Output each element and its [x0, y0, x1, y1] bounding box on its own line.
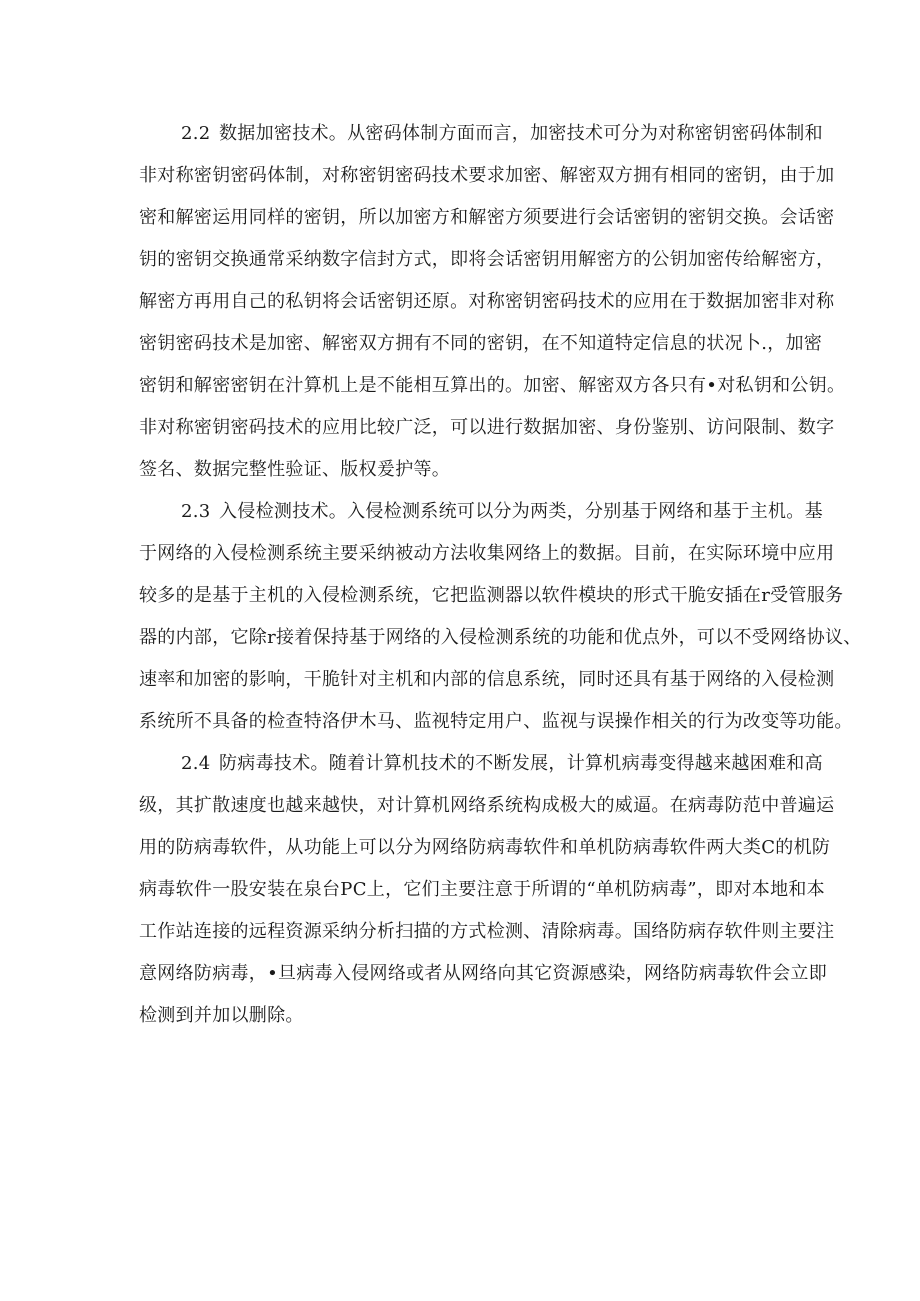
- paragraph-line: 于网络的入侵检测系统主要采纳被动方法收集网络上的数据。目前，在实际环境中应用: [139, 543, 835, 564]
- paragraph-line: 密钥和解密密钥在汁算机上是不能相互算出的。加密、解密双方各只有•对私钥和公钥。: [139, 375, 846, 396]
- paragraph-line: 钥的密钥交换通常采纳数字信封方式，即将会话密钥用解密方的公钥加密传给解密方，: [139, 249, 835, 270]
- paragraph-line: 病毒软件一股安装在泉台PC上，它们主要注意于所谓的“单机防病毒”，即对本地和本: [139, 879, 825, 900]
- paragraph-line: 解密方再用自己的私钥将会话密钥还原。对称密钥密码技术的应用在于数据加密非对称: [139, 291, 835, 312]
- paragraph-line: [139, 491, 823, 533]
- paragraph-line: 用的防病毒软件，从功能上可以分为网络防病毒软件和单机防病毒软件两大类C的机防: [139, 837, 831, 858]
- paragraph-line: 非对称密钥密码体制，对称密钥密码技术要求加密、解密双方拥有相同的密钥，由于加: [139, 165, 835, 186]
- document-body: [139, 113, 862, 1037]
- paragraph-line: 非对称密钥密码技术的应用比较广泛，可以进行数据加密、身份鉴别、访问限制、数字: [139, 417, 835, 438]
- paragraph-line: 密和解密运用同样的密钥，所以加密方和解密方须要进行会话密钥的密钥交换。会话密: [139, 207, 835, 228]
- line-text: 数据加密技术。从密码体制方面而言，加密技术可分为对称密钥密码体制和: [219, 123, 823, 144]
- paragraph-line: [139, 743, 823, 785]
- paragraph-line: 较多的是基于主机的入侵检测系统，它把监测器以软件模块的形式干脆安插在r受管服务: [139, 585, 844, 606]
- paragraph-2-4: [139, 743, 835, 1037]
- paragraph-2-2: [139, 113, 846, 491]
- paragraph-line: 速率和加密的影响，干脆针对主机和内部的信息系统，同时还具有基于网络的入侵检测: [139, 669, 835, 690]
- paragraph-line: 系统所不具备的检查特洛伊木马、监视特定用户、监视与误操作相关的行为改变等功能。: [139, 711, 853, 732]
- line-text: 防病毒技术。随着计算机技术的不断发展，计算机病毒变得越来越困难和高: [219, 753, 823, 774]
- paragraph-line: 意网络防病毒，•旦病毒入侵网络或者从网络向其它资源感染，网络防病毒软件会立即: [139, 963, 828, 984]
- paragraph-line: 工作站连接的远程资源采纳分析扫描的方式检测、清除病毒。国络防病存软件则主要注: [139, 921, 835, 942]
- paragraph-line: 签名、数据完整性验证、版权爰护等。: [139, 459, 451, 480]
- paragraph-line: 检测到并加以删除。: [139, 1005, 304, 1026]
- paragraph-line: 级，其扩散速度也越来越快，对计算机网络系统构成极大的威逼。在病毒防范中普遍运: [139, 795, 835, 816]
- paragraph-2-3: [139, 491, 862, 743]
- section-number: 2.4: [181, 753, 211, 774]
- line-text: 入侵检测技术。入侵检测系统可以分为两类，分别基于网络和基于主机。基: [219, 501, 823, 522]
- paragraph-line: [139, 113, 823, 155]
- section-number: 2.3: [181, 501, 211, 522]
- section-number: 2.2: [181, 123, 211, 144]
- paragraph-line: 密钥密码技术是加密、解密双方拥有不同的密钥，在不知道特定信息的状况卜.，加密: [139, 333, 823, 354]
- paragraph-line: 器的内部，它除r接着保持基于网络的入侵检测系统的功能和优点外，可以不受网络协议、: [139, 627, 862, 648]
